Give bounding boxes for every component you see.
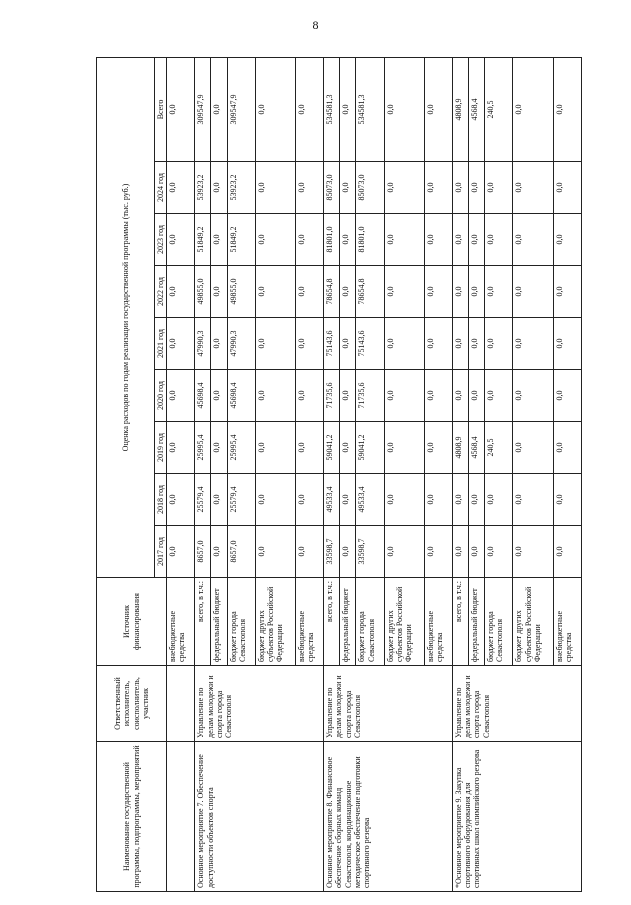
value-cell: 25995,4 [195,422,211,474]
value-cell: 33598,7 [356,526,384,578]
total-cell: 0,0 [255,57,295,161]
value-cell: 0,0 [469,370,485,422]
total-cell: 534581,3 [324,57,340,161]
value-cell: 0,0 [424,422,452,474]
value-cell: 0,0 [340,318,356,370]
value-cell: 0,0 [167,214,195,266]
value-cell: 0,0 [296,526,324,578]
value-cell: 25995,4 [227,422,255,474]
value-cell: 25579,4 [195,474,211,526]
value-cell: 85073,0 [356,162,384,214]
value-cell: 75143,6 [324,318,340,370]
value-cell: 0,0 [384,318,424,370]
value-cell: 240,5 [485,422,513,474]
value-cell: 0,0 [167,266,195,318]
value-cell: 0,0 [485,370,513,422]
value-cell: 0,0 [340,526,356,578]
value-cell: 8657,0 [227,526,255,578]
total-cell: 0,0 [211,57,227,161]
value-cell: 0,0 [255,266,295,318]
value-cell: 0,0 [167,318,195,370]
measure-executor: Управление по делам молодежи и спорта города Севастополя [453,666,582,742]
measure-name: *Основное мероприятие 9. Закупка спортивного оборудования для спортивных школ олимпийского резерва [453,742,582,892]
value-cell: 0,0 [453,162,469,214]
value-cell: 0,0 [384,214,424,266]
value-cell: 51849,2 [195,214,211,266]
value-cell: 45698,4 [227,370,255,422]
value-cell: 85073,0 [324,162,340,214]
value-cell: 4808,9 [453,422,469,474]
value-cell: 0,0 [513,370,553,422]
header-total: Всего [155,57,167,161]
value-cell: 0,0 [553,526,581,578]
funding-source: внебюджетные средства [424,578,452,666]
value-cell: 0,0 [296,318,324,370]
expenditure-table [96,57,582,892]
value-cell: 0,0 [384,162,424,214]
value-cell: 0,0 [424,318,452,370]
header-year: 2017 год [155,526,167,578]
value-cell: 25579,4 [227,474,255,526]
value-cell: 0,0 [513,162,553,214]
value-cell: 49855,0 [195,266,211,318]
funding-source: федеральный бюджет [469,578,485,666]
value-cell: 0,0 [453,526,469,578]
value-cell: 0,0 [340,214,356,266]
value-cell: 0,0 [211,422,227,474]
value-cell: 71735,6 [356,370,384,422]
value-cell: 53923,2 [195,162,211,214]
measure-executor: Управление по делам молодежи и спорта города Севастополя [195,666,324,742]
funding-source: федеральный бюджет [211,578,227,666]
value-cell: 0,0 [296,266,324,318]
table-row [195,57,211,891]
header-estimate: Оценка расходов по годам реализации государственной программы (тыс. руб.) [97,57,155,577]
value-cell: 0,0 [384,526,424,578]
value-cell: 0,0 [485,162,513,214]
funding-source: бюджет других субъектов Российской Федерации [513,578,553,666]
value-cell: 0,0 [296,474,324,526]
value-cell: 81801,0 [324,214,340,266]
value-cell: 0,0 [453,318,469,370]
value-cell: 0,0 [424,526,452,578]
total-cell: 0,0 [340,57,356,161]
funding-source: внебюджетные средства [167,578,195,666]
value-cell: 78654,8 [324,266,340,318]
value-cell: 0,0 [424,474,452,526]
value-cell: 0,0 [469,318,485,370]
header-source: Источник финансирования [97,578,167,666]
value-cell: 0,0 [424,214,452,266]
value-cell: 0,0 [469,474,485,526]
value-cell: 0,0 [255,318,295,370]
value-cell: 0,0 [469,162,485,214]
value-cell: 0,0 [553,266,581,318]
rotated-table-area [96,58,582,892]
value-cell: 0,0 [384,422,424,474]
value-cell: 0,0 [485,318,513,370]
total-cell: 309547,9 [227,57,255,161]
empty-cell [167,666,195,742]
value-cell: 0,0 [453,214,469,266]
value-cell: 0,0 [453,370,469,422]
value-cell: 4568,4 [469,422,485,474]
header-year: 2020 год [155,370,167,422]
value-cell: 47990,3 [227,318,255,370]
value-cell: 0,0 [340,370,356,422]
total-cell: 4568,4 [469,57,485,161]
funding-source: бюджет других субъектов Российской Федерации [255,578,295,666]
funding-source: внебюджетные средства [296,578,324,666]
value-cell: 0,0 [167,162,195,214]
value-cell: 0,0 [553,214,581,266]
total-cell: 309547,9 [195,57,211,161]
value-cell: 0,0 [513,422,553,474]
funding-source: всего, в т.ч.: [453,578,469,666]
table-row [453,57,469,891]
value-cell: 49533,4 [324,474,340,526]
total-cell: 534581,3 [356,57,384,161]
value-cell: 49533,4 [356,474,384,526]
value-cell: 75143,6 [356,318,384,370]
value-cell: 0,0 [469,266,485,318]
value-cell: 0,0 [255,526,295,578]
funding-source: бюджет города Севастополя [485,578,513,666]
funding-source: бюджет города Севастополя [356,578,384,666]
measure-executor: Управление по делам молодежи и спорта города Севастополя [324,666,453,742]
value-cell: 0,0 [553,318,581,370]
funding-source: всего, в т.ч.: [324,578,340,666]
value-cell: 0,0 [513,474,553,526]
measure-name: Основное мероприятие 8. Финансовое обеспечение сборных команд Севастополя, координационное методическое обеспечение подготовки спортивного резерва [324,742,453,892]
total-cell: 240,5 [485,57,513,161]
page-number: 8 [312,18,319,32]
value-cell: 0,0 [296,422,324,474]
total-cell: 0,0 [553,57,581,161]
total-cell: 0,0 [167,57,195,161]
value-cell: 0,0 [485,214,513,266]
funding-source: бюджет других субъектов Российской Федерации [384,578,424,666]
value-cell: 0,0 [255,422,295,474]
value-cell: 59041,2 [356,422,384,474]
value-cell: 0,0 [424,266,452,318]
value-cell: 0,0 [167,422,195,474]
value-cell: 59041,2 [324,422,340,474]
header-year: 2019 год [155,422,167,474]
value-cell: 0,0 [211,370,227,422]
value-cell: 49855,0 [227,266,255,318]
value-cell: 0,0 [167,370,195,422]
value-cell: 0,0 [211,214,227,266]
value-cell: 0,0 [469,214,485,266]
value-cell: 0,0 [513,214,553,266]
value-cell: 0,0 [553,162,581,214]
value-cell: 8657,0 [195,526,211,578]
value-cell: 71735,6 [324,370,340,422]
header-name: Наименование государственной программы, подпрограммы, мероприятий [97,742,167,892]
total-cell: 0,0 [384,57,424,161]
header-year: 2021 год [155,318,167,370]
value-cell: 0,0 [340,422,356,474]
value-cell: 0,0 [340,162,356,214]
value-cell: 0,0 [513,266,553,318]
value-cell: 51849,2 [227,214,255,266]
value-cell: 0,0 [296,214,324,266]
value-cell: 0,0 [513,318,553,370]
header-year: 2018 год [155,474,167,526]
header-year: 2024 год [155,162,167,214]
value-cell: 0,0 [469,526,485,578]
value-cell: 0,0 [553,474,581,526]
value-cell: 0,0 [553,422,581,474]
value-cell: 0,0 [167,526,195,578]
value-cell: 33598,7 [324,526,340,578]
value-cell: 0,0 [485,266,513,318]
value-cell: 0,0 [211,526,227,578]
funding-source: федеральный бюджет [340,578,356,666]
value-cell: 0,0 [296,162,324,214]
funding-source: внебюджетные средства [553,578,581,666]
empty-cell [167,742,195,892]
value-cell: 0,0 [211,474,227,526]
value-cell: 81801,0 [356,214,384,266]
value-cell: 0,0 [453,474,469,526]
value-cell: 0,0 [424,370,452,422]
value-cell: 0,0 [384,266,424,318]
header-year: 2023 год [155,214,167,266]
value-cell: 0,0 [255,162,295,214]
value-cell: 0,0 [384,370,424,422]
value-cell: 0,0 [255,474,295,526]
value-cell: 0,0 [453,266,469,318]
funding-source: бюджет города Севастополя [227,578,255,666]
value-cell: 53923,2 [227,162,255,214]
value-cell: 0,0 [211,162,227,214]
value-cell: 0,0 [485,474,513,526]
value-cell: 0,0 [384,474,424,526]
total-cell: 0,0 [513,57,553,161]
measure-name: Основное мероприятие 7. Обеспечение доступности объектов спорта [195,742,324,892]
value-cell: 0,0 [340,474,356,526]
value-cell: 0,0 [255,214,295,266]
value-cell: 47990,3 [195,318,211,370]
value-cell: 45698,4 [195,370,211,422]
value-cell: 0,0 [255,370,295,422]
value-cell: 0,0 [211,318,227,370]
value-cell: 0,0 [296,370,324,422]
header-executor: Ответственный исполнитель, соисполнитель, участник [97,666,167,742]
value-cell: 0,0 [340,266,356,318]
total-cell: 4808,9 [453,57,469,161]
value-cell: 0,0 [553,370,581,422]
value-cell: 0,0 [211,266,227,318]
total-cell: 0,0 [424,57,452,161]
header-year: 2022 год [155,266,167,318]
funding-source: всего, в т.ч.: [195,578,211,666]
value-cell: 0,0 [167,474,195,526]
value-cell: 0,0 [485,526,513,578]
value-cell: 0,0 [424,162,452,214]
table-row [324,57,340,891]
table-row [167,57,195,891]
value-cell: 0,0 [513,526,553,578]
value-cell: 78654,8 [356,266,384,318]
total-cell: 0,0 [296,57,324,161]
